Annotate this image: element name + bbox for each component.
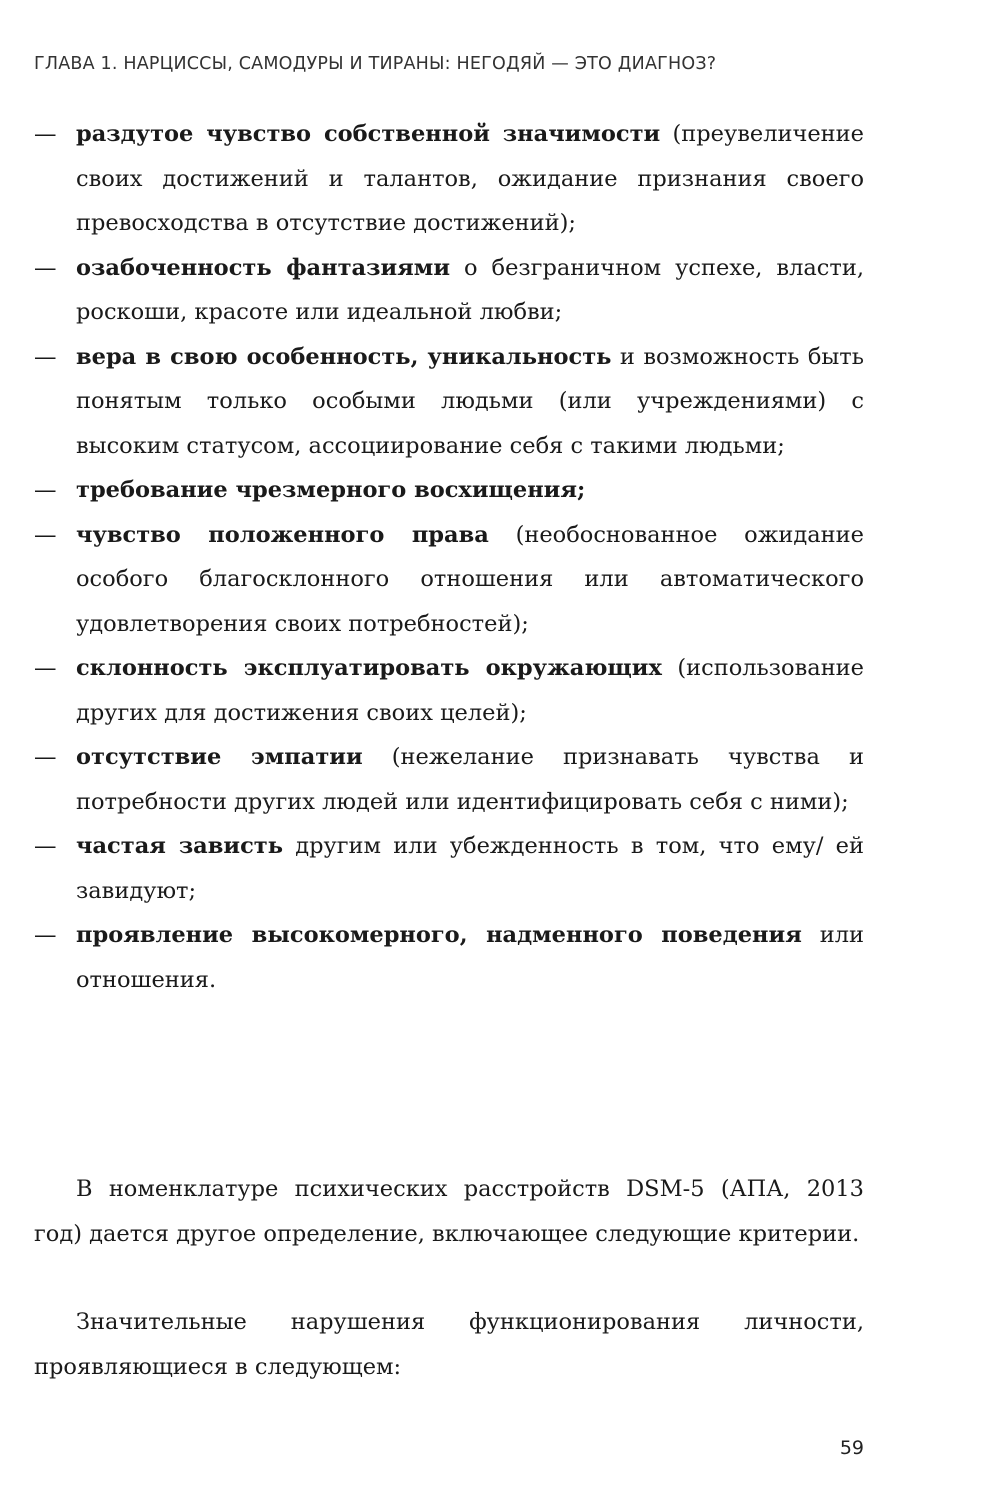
list-dash: — [34, 744, 57, 770]
criterion-term: требование чрезмерного восхищения; [76, 477, 586, 503]
list-item [34, 913, 864, 1002]
list-item [34, 646, 864, 735]
list-dash: — [34, 833, 57, 859]
criterion-description: о безграничном успехе, власти, роскоши, красоте или идеальной любви; [76, 254, 865, 325]
criterion-description: другим или убежденность в том, что ему/ ей завидуют; [76, 833, 864, 904]
criterion-term: склонность эксплуатировать окружающих [76, 655, 662, 681]
page-number: 59 [839, 1437, 864, 1459]
list-dash: — [34, 254, 57, 281]
body-paragraph: В номенклатуре психических расстройств DSM-5 (АПА, 2013 год) дается другое определение, включающее следующие критерии. [34, 1176, 864, 1247]
criterion-term: отсутствие эмпатии [76, 744, 363, 770]
list-dash: — [34, 477, 57, 503]
list-item [34, 335, 864, 469]
criterion-description: (нежелание признавать чувства и потребности других людей или идентифицировать себя с ними); [76, 744, 864, 815]
criterion-term: частая зависть [76, 833, 283, 859]
criterion-description: или отношения. [76, 922, 864, 993]
criteria-list [34, 112, 864, 1002]
list-item [34, 112, 864, 246]
list-item [34, 824, 864, 913]
list-dash: — [34, 121, 57, 147]
list-item [34, 468, 864, 513]
criterion-description: и возможность быть понятым только особыми людьми (или учреждениями) с высоким статусом, ассоциирование себя с такими людьми; [76, 343, 864, 459]
list-dash: — [34, 343, 57, 370]
criterion-term: проявление высокомерного, надменного поведения [76, 922, 802, 948]
criterion-term: озабоченность фантазиями [76, 254, 451, 281]
list-dash: — [34, 922, 57, 948]
list-item [34, 513, 864, 647]
criterion-term: вера в свою особенность, уникальность [76, 343, 612, 370]
list-dash: — [34, 521, 57, 548]
criterion-description: (использование других для достижения своих целей); [76, 655, 864, 726]
list-item [34, 735, 864, 824]
criterion-term: чувство положенного права [76, 521, 489, 548]
list-dash: — [34, 655, 57, 681]
criterion-description: (преувеличение своих достижений и талантов, ожидание признания своего превосходства в отсутствие достижений); [76, 121, 864, 236]
criterion-description: (необоснованное ожидание особого благосклонного отношения или автоматического удовлетворения своих потребностей); [76, 521, 864, 637]
running-head-title: ГЛАВА 1. НАРЦИССЫ, САМОДУРЫ И ТИРАНЫ: НЕГОДЯЙ — ЭТО ДИАГНОЗ? [34, 54, 717, 74]
criterion-term: раздутое чувство собственной значимости [76, 121, 661, 147]
body-paragraph: Значительные нарушения функционирования личности, проявляющиеся в следующем: [34, 1309, 864, 1380]
list-item [34, 246, 864, 335]
